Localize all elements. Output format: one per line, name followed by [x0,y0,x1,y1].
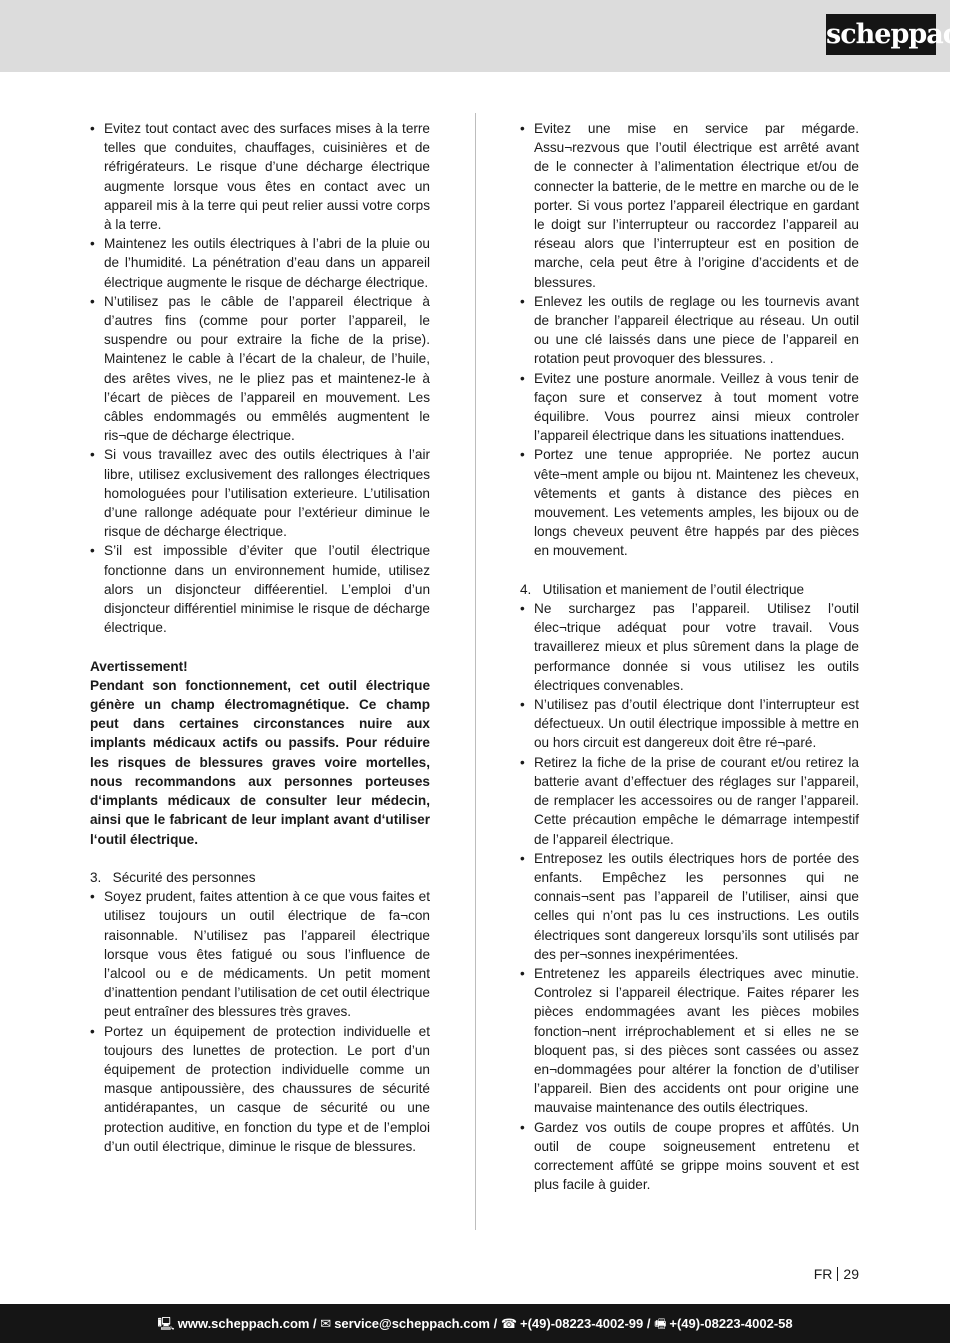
list-item: • Entreposez les outils électriques hors de portée des enfants. Empêchez les personnes qui ne connais¬sent pas l’appareil de l’utiliser, ainsi que celles qui n’ont pas lu ces instructions. Les outils électriques sont dangereux lorsqu’ils sont utilisés par des per¬sonnes inexpérimentées. [520,849,859,964]
list-item: • Evitez tout contact avec des surfaces mises à la terre telles que conduites, chauffages, cuisinières et de réfrigérateurs. Le risque d’une décharge électrique augmente lorsque vous êtes en contact avec un appareil mis à la terre qui peut relier aussi votre corps à la terre. [90,119,430,234]
right-column [520,119,859,1194]
left-column [90,119,430,1156]
list-item: • Evitez une mise en service par mégarde. Assu¬rezvous que l’outil électrique est arrêté avant de le connecter à l’alimentation électrique et/ou de connecter la batterie, de le mettre en marche ou de le porter. Si vous portez l’appareil électrique en gardant le doigt sur l’interrupteur ou raccordez l’appareil au réseau alors que l’interrupteur est en position de marche, cela peut être à l’origine d’accidents et de blessures. [520,119,859,292]
footer-phone: +(49)-08223-4002-99 / [520,1316,651,1331]
page-number [814,1264,859,1284]
brand-logo: scheppach [826,14,936,55]
warning-text: Pendant son fonctionnement, cet outil électrique génère un champ électromagnétique. Ce champ peut dans certaines circonstances nuire aux implants médicaux actifs ou passifs. Pour réduire les risques de blessures graves voire mortelles, nous recommandons aux personnes porteuses d‘implants médicaux de consulter leur médecin, ainsi que le fabricant de leur implant avant d‘utiliser l‘outil électrique. [90,677,430,847]
list-item: • Maintenez les outils électriques à l’abri de la pluie ou de l’humidité. La pénétration d’eau dans un appareil électrique augmente le risque de décharge électrique. [90,234,430,292]
list-item: • Portez une tenue appropriée. Ne portez aucun vête¬ment ample ou bijou nt. Maintenez les cheveux, vêtements et gants à distance des pièces en mouvement. Les vetements amples, les bijoux ou de longs cheveux peuvent être happés par des pièces en mouvement. [520,445,859,560]
list-item: • Si vous travaillez avec des outils électriques à l’air libre, utilisez exclusivement des rallonges électriques homologuées pour l’utilisation exterieure. L’utilisation d’une rallonge adéquate pour l’extérieur diminue le risque de décharge électrique. [90,445,430,541]
list-item: • Gardez vos outils de coupe propres et affûtés. Un outil de coupe soigneusement entretenu et correctement affûté se grippe moins souvent et est plus facile à guider. [520,1118,859,1195]
list-item: • N’utilisez pas d’outil électrique dont l’interrupteur est défectueux. Un outil électrique impossible à mettre en ou hors circuit est dangereux doit être ré¬paré. [520,695,859,753]
electrical-safety-list [90,119,430,637]
footer-fax: +(49)-08223-4002-58 [669,1316,793,1331]
list-item: • Retirez la fiche de la prise de courant et/ou retirez la batterie avant d’effectuer des réglages sur l’appareil, de remplacer les accessoires ou de ranger l’appareil. Cette précaution empêche le démarrage intempestif de l’appareil électrique. [520,753,859,849]
page-number-value: 29 [843,1266,859,1282]
personal-safety-list [90,887,430,1156]
language-code: FR [813,1266,833,1282]
column-divider [475,113,476,1230]
header-band [0,0,977,72]
list-item: • Ne surchargez pas l’appareil. Utilisez l’outil élec¬trique adéquat pour votre travail. Vous travaillerez mieux et plus sûrement dans la plage de performance donnée si vous utilisez les outils électriques convenables. [520,599,859,695]
fax-icon: 🖷 [654,1316,667,1331]
list-item: • Portez un équipement de protection individuelle et toujours des lunettes de protection. Le port d’un équipement de protection individuelle comme un masque antipoussière, des chaussures de sécurité antidérapantes, un casque de sécurité ou une protection auditive, en fonction du type et de l’emploi d’un outil électrique, diminue le risque de blessures. [90,1022,430,1156]
envelope-icon: ✉ [320,1316,332,1331]
warning-title: Avertissement! [90,658,188,674]
footer-email: service@scheppach.com / [334,1316,498,1331]
computer-icon: 🖳 [157,1316,175,1331]
section-title-personal-safety: 3. Sécurité des personnes [90,869,256,885]
list-item: • Entretenez les appareils électriques avec minutie. Controlez si l’appareil électrique. Faites réparer les pièces endommagées avant les pièces mobiles fonction¬nent irréprochablement et si elles ne se bloquent pas, si des pièces sont cassées ou assez en¬dommagées pour altérer la fonction de d’utiliser l’appareil. Bien des accidents ont pour origine une mauvaise maintenance des outils électriques. [520,964,859,1118]
list-item: • Evitez une posture anormale. Veillez à vous tenir de façon sure et conservez à tout moment votre équilibre. Vous pourrez ainsi mieux controler l’appareil électrique dans les situations inattendues. [520,369,859,446]
list-item: • S’il est impossible d’éviter que l’outil électrique fonctionne dans un environnement humide, utilisez alors un disjoncteur difféerentiel. L’emploi d’un disjoncteur différentiel minimise le risque de décharge électrique. [90,541,430,637]
tool-use-list [520,599,859,1194]
footer-website: www.scheppach.com / [177,1316,317,1331]
footer-contact-bar [0,1304,950,1343]
list-item: • Soyez prudent, faites attention à ce que vous faites et utilisez toujours un outil électrique de fa¬con raisonnable. N’utilisez pas l’appareil électrique lorsque vous êtes fatigué ou sous l’influence de l’alcool ou e de médicaments. Un petit moment d’inattention pendant l’utilisation de cet outil électrique peut entraîner des blessures très graves. [90,887,430,1021]
section-title-tool-use: 4. Utilisation et maniement de l’outil électrique [520,581,805,597]
phone-icon: ☎ [500,1316,518,1331]
list-item: • N’utilisez pas le câble de l’appareil électrique à d’autres fins (comme pour porter l’appareil, le suspendre ou pour extraire la fiche de la prise). Maintenez le cable à l’écart de la chaleur, de l’huile, des arêtes vives, ne le pliez pas et maintenez-le à l’écart de pièces de l’appareil en mouvement. Les câbles endommagés ou emmêlés augmentent le ris¬que de décharge électrique. [90,292,430,446]
list-item: • Enlevez les outils de reglage ou les tournevis avant de brancher l’appareil électrique au réseau. Un outil ou une clé laissés dans une piece de l’appareil en rotation peut provoquer des blessures. . [520,292,859,369]
page-number-separator [837,1267,838,1281]
personal-safety-list-continued [520,119,859,561]
